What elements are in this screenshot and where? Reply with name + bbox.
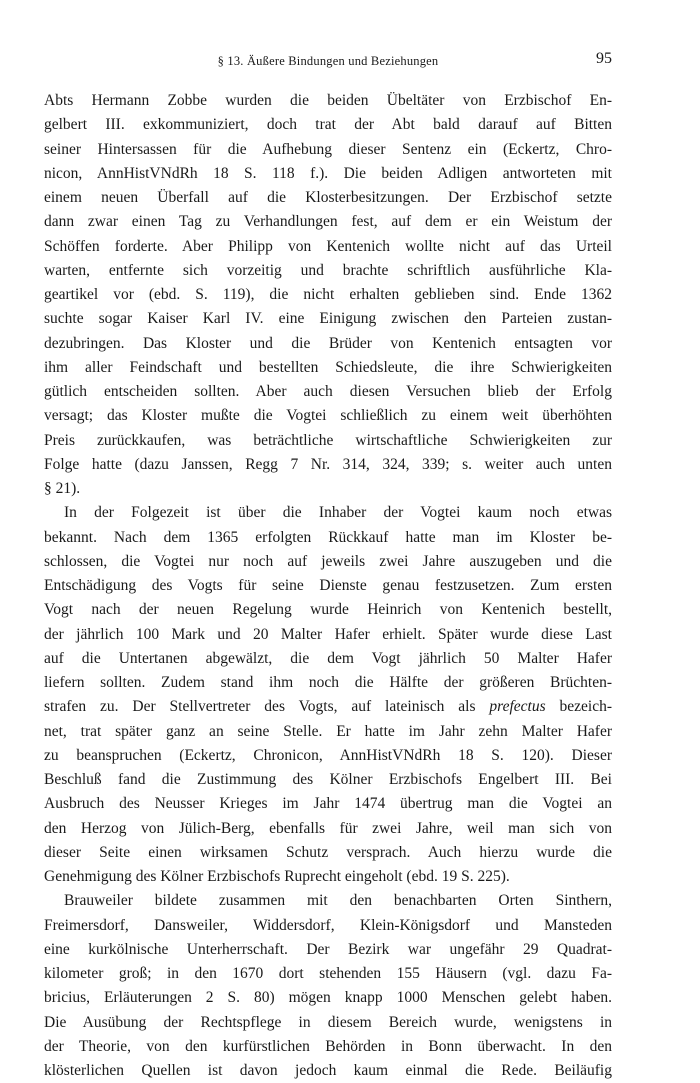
text-line: dieser Seite einen wirksamen Schutz versprach. Auch hierzu wurde die (44, 843, 612, 861)
page-number: 95 (596, 50, 612, 67)
text-line: gelbert III. exkommuniziert, doch trat der Abt bald darauf auf Bitten (44, 116, 612, 134)
text-line: klösterlichen Quellen ist davon jedoch kaum einmal die Rede. Beiläufig (44, 1062, 612, 1079)
text-line: Ausbruch des Neusser Krieges im Jahr 1474 übertrug man die Vogtei an (44, 795, 612, 813)
text-line: auf die Untertanen abgewälzt, die dem Vogt jährlich 50 Malter Hafer (44, 649, 612, 667)
text-line: seiner Hintersassen für die Aufhebung dieser Sentenz ein (Eckertz, Chro- (44, 140, 612, 158)
text-line: Folge hatte (dazu Janssen, Regg 7 Nr. 314, 324, 339; s. weiter auch unten (44, 455, 612, 473)
text-line: Preis zurückkaufen, was beträchtliche wirtschaftliche Schwierigkeiten zur (44, 431, 612, 449)
text-line: dann zwar einen Tag zu Verhandlungen fest, auf dem er ein Weistum der (44, 213, 612, 231)
text-line: geartikel vor (ebd. S. 119), die nicht erhalten geblieben sind. Ende 1362 (44, 286, 612, 303)
text-line: Genehmigung des Kölner Erzbischofs Ruprecht eingeholt (ebd. 19 S. 225). (44, 868, 510, 885)
text-line: bricius, Erläuterungen 2 S. 80) mögen knapp 1000 Menschen gelebt haben. (44, 989, 612, 1007)
text-line (44, 695, 612, 719)
text-line: versagt; das Kloster mußte die Vogtei schließlich zu einem weit überhöhten (44, 407, 612, 425)
italic-term: prefectus (489, 698, 546, 716)
text-line: gütlich entscheiden sollten. Aber auch diesen Versuchen blieb der Erfolg (44, 383, 612, 400)
text-line: dezubringen. Das Kloster und die Brüder von Kentenich entsagten vor (44, 334, 612, 352)
text-line: ihm aller Feindschaft und bestellten Schiedsleute, die ihre Schwierigkeiten (44, 358, 612, 376)
text-line: In der Folgezeit ist über die Inhaber der Vogtei kaum noch etwas (64, 504, 612, 522)
page-header (44, 50, 612, 74)
running-head: § 13. Äußere Bindungen und Beziehungen (217, 54, 439, 68)
text-line: Vogt nach der neuen Regelung wurde Heinrich von Kentenich bestellt, (44, 601, 612, 619)
text-line: net, trat später ganz an seine Stelle. Er hatte im Jahr zehn Malter Hafer (44, 722, 612, 740)
text-line: warten, entfernte sich vorzeitig und brachte schriftlich ausführliche Kla- (44, 261, 612, 279)
paragraph-3 (44, 889, 612, 1083)
paragraph-1 (44, 89, 612, 501)
text-line: den Herzog von Jülich-Berg, ebenfalls für zwei Jahre, weil man sich von (44, 819, 612, 837)
text-line: kilometer groß; in den 1670 dort stehenden 155 Häusern (vgl. dazu Fa- (44, 965, 612, 982)
text-line: Abts Hermann Zobbe wurden die beiden Übeltäter von Erzbischof En- (44, 92, 612, 109)
text-line: bekannt. Nach dem 1365 erfolgten Rückkauf hatte man im Kloster be- (44, 528, 612, 546)
text-line: Schöffen forderte. Aber Philipp von Kentenich wollte nicht auf das Urteil (44, 237, 612, 255)
text-segment: strafen zu. Der Stellvertreter des Vogts, auf lateinisch als (44, 698, 490, 716)
text-line: der Theorie, von den kurfürstlichen Behörden in Bonn überwacht. In den (44, 1037, 612, 1055)
text-line: Beschluß fand die Zustimmung des Kölner Erzbischofs Engelbert III. Bei (44, 771, 612, 788)
text-line: Brauweiler bildete zusammen mit den benachbarten Orten Sinthern, (64, 892, 612, 910)
text-line: eine kurkölnische Unterherrschaft. Der Bezirk war ungefähr 29 Quadrat- (44, 940, 612, 958)
paragraph-2 (44, 501, 612, 889)
text-line: suchte sogar Kaiser Karl IV. eine Einigung zwischen den Parteien zustan- (44, 310, 612, 328)
text-line: zu beanspruchen (Eckertz, Chronicon, AnnHistVNdRh 18 S. 120). Dieser (44, 746, 612, 764)
text-line: nicon, AnnHistVNdRh 18 S. 118 f.). Die beiden Adligen antworteten mit (44, 164, 612, 182)
text-line: Die Ausübung der Rechtspflege in diesem Bereich wurde, wenigstens in (44, 1013, 612, 1031)
text-line: schlossen, die Vogtei nur noch auf jeweils zwei Jahre auszugeben und die (44, 552, 612, 570)
text-line: der jährlich 100 Mark und 20 Malter Hafer erhielt. Später wurde diese Last (44, 625, 612, 643)
text-line: § 21). (44, 480, 81, 497)
body-text (44, 89, 612, 1083)
text-line: Entschädigung des Vogts für seine Dienste genau festzusetzen. Zum ersten (44, 577, 612, 594)
text-line: Freimersdorf, Dansweiler, Widdersdorf, Klein-Königsdorf und Mansteden (44, 916, 612, 934)
text-line: einem neuen Überfall auf die Klosterbesitzungen. Der Erzbischof setzte (44, 189, 612, 206)
text-segment: bezeich- (545, 698, 612, 716)
text-line: liefern sollten. Zudem stand ihm noch die Hälfte der größeren Brüchten- (44, 674, 612, 691)
